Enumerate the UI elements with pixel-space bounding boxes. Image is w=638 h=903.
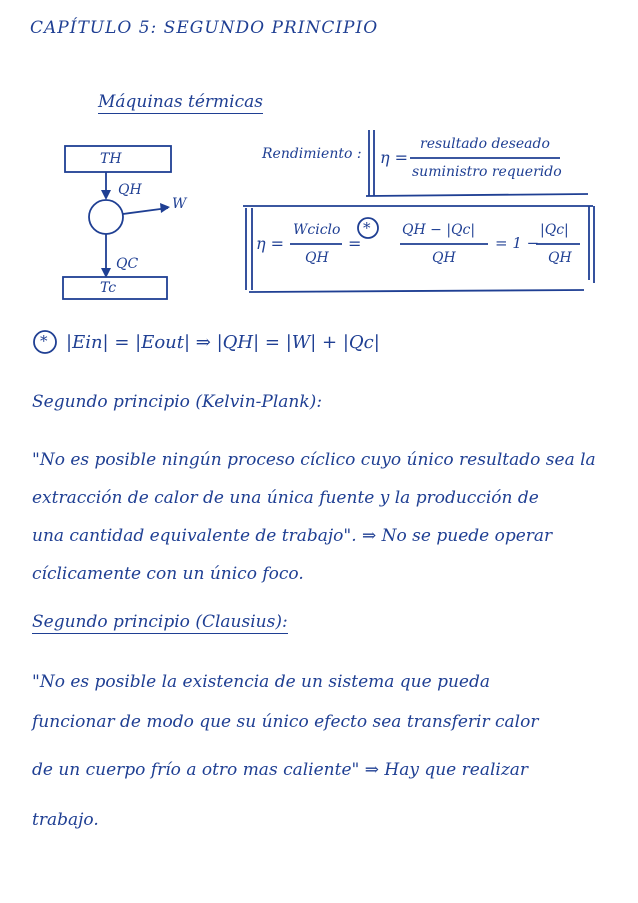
formula-w-denominator: QH: [305, 250, 329, 266]
kelvin-line-4: cíclicamente con un único foco.: [32, 564, 304, 584]
clausius-line-2: funcionar de modo que su único efecto sea transferir calor: [32, 712, 539, 732]
formula-diff-denominator: QH: [432, 250, 456, 266]
formula-eq1: =: [348, 234, 362, 253]
clausius-line-3: de un cuerpo frío a otro mas caliente" ⇒ Hay que realizar: [32, 760, 529, 780]
qh-label: QH: [118, 182, 142, 198]
kelvin-line-3: una cantidad equivalente de trabajo". ⇒ No se puede operar: [32, 526, 553, 546]
efficiency-denominator: suministro requerido: [412, 164, 562, 180]
formula-eq2: = 1 −: [495, 234, 540, 252]
formula-eta: η =: [256, 234, 285, 253]
clausius-line-4: trabajo.: [32, 810, 99, 830]
efficiency-label: Rendimiento :: [262, 146, 362, 162]
kelvin-line-2: extracción de calor de una única fuente y la producción de: [32, 488, 539, 508]
clausius-line-1: "No es posible la existencia de un sistema que pueda: [32, 672, 490, 692]
efficiency-numerator: resultado deseado: [420, 136, 550, 152]
clausius-heading: Segundo principio (Clausius):: [32, 612, 288, 632]
tc-label: Tc: [100, 280, 117, 296]
efficiency-eta: η =: [380, 148, 409, 167]
qc-label: QC: [116, 256, 139, 272]
formula-ratio-numerator: |Qc|: [540, 222, 569, 238]
formula-diff-numerator: QH − |Qc|: [402, 222, 476, 238]
formula-star: *: [363, 219, 371, 237]
formula-w-numerator: Wciclo: [293, 222, 341, 238]
formula-ratio-denominator: QH: [548, 250, 572, 266]
w-label: W: [172, 196, 187, 212]
kelvin-line-1: "No es posible ningún proceso cíclico cuyo único resultado sea la: [32, 450, 596, 470]
th-label: TH: [100, 151, 122, 167]
energy-note-star: *: [40, 332, 48, 350]
kelvin-heading: Segundo principio (Kelvin-Plank):: [32, 392, 323, 412]
energy-note-text: |Ein| = |Eout| ⇒ |QH| = |W| + |Qc|: [66, 332, 380, 353]
engine-circle: [89, 200, 123, 234]
page-title: CAPÍTULO 5: SEGUNDO PRINCIPIO: [30, 18, 379, 38]
machines-heading: Máquinas térmicas: [98, 92, 263, 112]
